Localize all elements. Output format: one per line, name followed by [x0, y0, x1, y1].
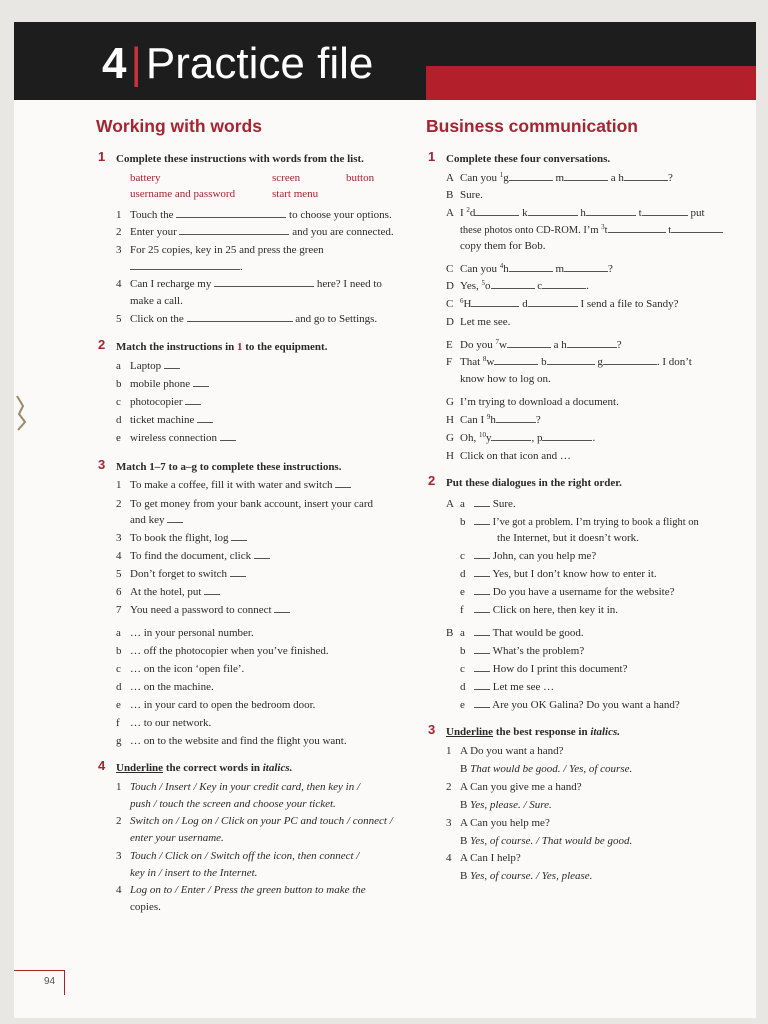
match-ending: … to our network. [130, 717, 212, 729]
exercise-1-instruction: Complete these four conversations. [446, 153, 611, 165]
word-list-item: username and password [130, 188, 236, 200]
speaker-label: F [446, 356, 453, 368]
exercise-item: Touch the to choose your options. [130, 209, 392, 221]
item-letter: d [116, 414, 122, 426]
exchange-question: A Can I help? [460, 852, 521, 864]
item-number: 3 [116, 850, 122, 862]
speaker-label: C [446, 263, 454, 275]
equipment-item: Laptop [130, 359, 180, 373]
title-text: Practice file [145, 39, 374, 88]
match-ending: … on to the website and find the flight you want. [130, 735, 347, 747]
dialogue-line: Sure. [474, 497, 516, 511]
item-number: 1 [116, 209, 122, 221]
exercise-item: To find the document, click [130, 549, 270, 563]
dialogue-line: John, can you help me? [474, 549, 596, 563]
exchange-response: B Yes, of course. / That would be good. [460, 835, 633, 847]
item-letter: b [116, 378, 122, 390]
conversation-line: Can I $^9$h ? [460, 413, 541, 426]
item-number: 4 [116, 278, 122, 290]
item-letter: c [116, 663, 121, 675]
exercise-1-instruction: Complete these instructions with words from the list. [116, 153, 364, 165]
item-letter: e [116, 699, 121, 711]
exercise-item: To book the flight, log [130, 531, 247, 545]
conversation-line: I $^2$d k h t put [460, 206, 705, 219]
word-list-item: start menu [272, 188, 319, 200]
equipment-item: photocopier [130, 395, 201, 409]
conversation-line: Can you $^1$g m a h ? [460, 171, 673, 184]
exercise-3-instruction: Underline the best response in italics. [446, 726, 620, 738]
exercise-item: To get money from your bank account, insert your card [130, 498, 373, 510]
exercise-2-instruction: Match the instructions in 1 to the equipment. [116, 341, 328, 353]
item-letter: c [460, 550, 465, 562]
exercise-item: Log on to / Enter / Press the green button to make the [130, 884, 366, 896]
exercise-item: Touch / Click on / Switch off the icon, then connect / [130, 850, 360, 862]
item-letter: b [460, 516, 466, 528]
exercise-4-instruction: Underline the correct words in italics. [116, 762, 293, 774]
exchange-question: A Do you want a hand? [460, 745, 564, 757]
exercise-3-instruction: Match 1–7 to a–g to complete these instructions. [116, 461, 342, 473]
dialogue-line: Let me see … [474, 680, 554, 694]
dialogue-label: A [446, 498, 454, 510]
conversation-line: I’m trying to download a document. [460, 396, 619, 408]
item-letter: a [460, 498, 465, 510]
title-divider: | [130, 39, 142, 88]
conversation-line: Click on that icon and … [460, 450, 571, 462]
item-number: 2 [116, 226, 122, 238]
item-letter: a [116, 627, 121, 639]
equipment-item: ticket machine [130, 413, 213, 427]
exercise-item-continued: make a call. [130, 295, 183, 307]
item-letter: b [460, 645, 466, 657]
item-letter: c [460, 663, 465, 675]
page-number: 94 [44, 976, 56, 987]
conversation-line: know how to log on. [460, 373, 551, 385]
item-number: 3 [446, 817, 452, 829]
speaker-label: H [446, 414, 454, 426]
conversation-line: $^6$H d I send a file to Sandy? [460, 297, 679, 310]
item-number: 4 [116, 550, 122, 562]
exchange-response: B Yes, please. / Sure. [460, 799, 552, 811]
item-number: 6 [116, 586, 122, 598]
item-letter: f [116, 717, 120, 729]
exercise-item: For 25 copies, key in 25 and press the green [130, 244, 324, 256]
word-list-item: screen [272, 172, 301, 184]
word-list-item: button [346, 172, 375, 184]
exercise-1-number: 1 [428, 149, 436, 164]
exercise-item: Touch / Insert / Key in your credit card, then key in / [130, 781, 361, 793]
exercise-2-instruction: Put these dialogues in the right order. [446, 477, 622, 489]
exercise-item-continued: push / touch the screen and choose your ticket. [130, 798, 336, 810]
equipment-item: mobile phone [130, 377, 209, 391]
exercise-item: Click on the and go to Settings. [130, 313, 378, 325]
item-letter: e [116, 432, 121, 444]
speaker-label: G [446, 396, 454, 408]
exercise-item: To make a coffee, fill it with water and switch [130, 478, 351, 492]
match-ending: … in your card to open the bedroom door. [130, 699, 316, 711]
speaker-label: B [446, 189, 454, 201]
unit-number: 4 [102, 39, 127, 88]
speaker-label: H [446, 450, 454, 462]
item-number: 4 [116, 884, 122, 896]
speaker-label: A [446, 207, 454, 219]
conversation-line: Can you $^4$h m ? [460, 262, 613, 275]
item-letter: e [460, 586, 465, 598]
exercise-item-continued: enter your username. [130, 832, 224, 844]
item-letter: f [460, 604, 464, 616]
dialogue-line: How do I print this document? [474, 662, 627, 676]
item-letter: g [116, 735, 122, 747]
item-letter: c [116, 396, 121, 408]
dialogue-line: Are you OK Galina? Do you want a hand? [474, 698, 680, 712]
exercise-item: You need a password to connect [130, 603, 290, 617]
item-number: 1 [116, 781, 122, 793]
item-number: 2 [446, 781, 452, 793]
page-title [102, 36, 373, 92]
item-letter: d [460, 568, 466, 580]
dialogue-line: What’s the problem? [474, 644, 584, 658]
banner-accent-strip [426, 66, 756, 100]
item-number: 5 [116, 568, 122, 580]
exercise-item: Can I recharge my here? I need to [130, 278, 382, 290]
item-letter: e [460, 699, 465, 711]
word-list-item: battery [130, 172, 161, 184]
item-letter: b [116, 645, 122, 657]
exercise-2-number: 2 [428, 473, 436, 488]
item-number: 3 [116, 532, 122, 544]
dialogue-label: B [446, 627, 454, 639]
conversation-line: Sure. [460, 189, 483, 201]
item-number: 1 [116, 479, 122, 491]
speaker-label: E [446, 339, 453, 351]
binding-mark-icon [13, 392, 29, 432]
item-letter: d [460, 681, 466, 693]
dialogue-line: Yes, but I don’t know how to enter it. [474, 567, 657, 581]
exercise-4-number: 4 [98, 758, 106, 773]
conversation-line: Let me see. [460, 316, 511, 328]
exchange-response: B Yes, of course. / Yes, please. [460, 870, 593, 882]
exchange-response: B That would be good. / Yes, of course. [460, 763, 633, 775]
dialogue-line: Click on here, then key it in. [474, 603, 618, 617]
item-letter: d [116, 681, 122, 693]
exercise-item-continued: key in / insert to the Internet. [130, 867, 258, 879]
conversation-line: Do you $^7$w a h ? [460, 338, 622, 351]
item-number: 2 [116, 815, 122, 827]
conversation-line: Oh, $^{10}$y , p . [460, 431, 596, 444]
exercise-item: Don’t forget to switch [130, 567, 246, 581]
exercise-item-continued: copies. [130, 901, 161, 913]
conversation-line: That $^8$w b g . I don’t [460, 355, 692, 368]
conversation-line: these photos onto CD-ROM. I’m $^3$t t [460, 223, 723, 238]
section-heading-business-communication: Business communication [426, 116, 638, 136]
speaker-label: C [446, 298, 454, 310]
conversation-line: Yes, $^5$o c . [460, 279, 589, 292]
item-number: 1 [446, 745, 452, 757]
match-ending: … on the machine. [130, 681, 214, 693]
exercise-item: Switch on / Log on / Click on your PC and touch / connect / [130, 815, 393, 827]
exercise-3-number: 3 [428, 722, 436, 737]
section-heading-working-with-words: Working with words [96, 116, 262, 136]
item-number: 7 [116, 604, 122, 616]
speaker-label: D [446, 316, 454, 328]
speaker-label: G [446, 432, 454, 444]
item-letter: a [460, 627, 465, 639]
page [14, 22, 756, 1018]
match-ending: … in your personal number. [130, 627, 254, 639]
item-number: 3 [116, 244, 122, 256]
item-number: 4 [446, 852, 452, 864]
conversation-line: copy them for Bob. [460, 240, 546, 252]
item-letter: a [116, 360, 121, 372]
speaker-label: D [446, 280, 454, 292]
exchange-question: A Can you help me? [460, 817, 550, 829]
dialogue-line: Do you have a username for the website? [474, 585, 675, 599]
exercise-item-continued: and key [130, 513, 183, 527]
item-number: 2 [116, 498, 122, 510]
page-number-box [14, 970, 65, 995]
exchange-question: A Can you give me a hand? [460, 781, 582, 793]
dialogue-line: I’ve got a problem. I’m trying to book a flight on [474, 515, 699, 530]
answer-blank: . [130, 260, 243, 274]
dialogue-line: That would be good. [474, 626, 584, 640]
exercise-1-number: 1 [98, 149, 106, 164]
exercise-item: Enter your and you are connected. [130, 226, 394, 238]
match-ending: … on the icon ‘open file’. [130, 663, 245, 675]
dialogue-line-continued: the Internet, but it doesn’t work. [497, 532, 639, 544]
item-number: 5 [116, 313, 122, 325]
exercise-3-number: 3 [98, 457, 106, 472]
exercise-2-number: 2 [98, 337, 106, 352]
match-ending: … off the photocopier when you’ve finished. [130, 645, 329, 657]
exercise-item: At the hotel, put [130, 585, 220, 599]
speaker-label: A [446, 172, 454, 184]
equipment-item: wireless connection [130, 431, 236, 445]
